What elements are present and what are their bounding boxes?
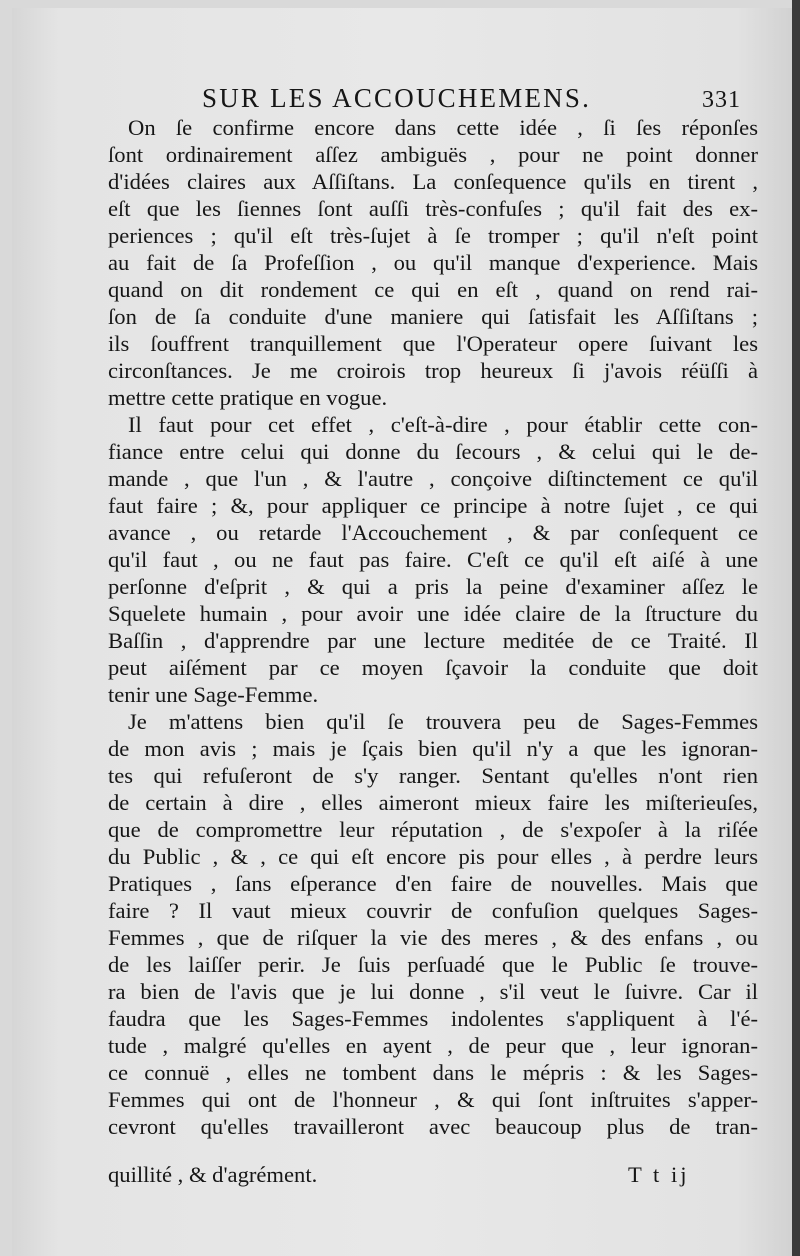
text-line: perſonne d'eſprit , & qui a pris la peine d'examiner aſſez le: [108, 574, 758, 599]
text-line: circonſtances. Je me croirois trop heureux ſi j'avois réüſſi à: [108, 358, 758, 383]
text-line: ra bien de l'avis que je lui donne , s'il veut le ſuivre. Car il: [108, 979, 758, 1004]
running-head-title: SUR LES ACCOUCHEMENS.: [202, 83, 592, 113]
text-line: d'idées claires aux Aſſiſtans. La conſequence qu'ils en tirent ,: [108, 169, 758, 194]
text-line: ſont ordinairement aſſez ambiguës , pour ne point donner: [108, 142, 758, 167]
text-line: qu'il faut , ou ne faut pas faire. C'eſt ce qu'il eſt aiſé à une: [108, 547, 758, 572]
text-line: de certain à dire , elles aimeront mieux faire les miſterieuſes,: [108, 790, 758, 815]
text-line: Je m'attens bien qu'il ſe trouvera peu de Sages-Femmes: [128, 709, 758, 734]
text-line: du Public , & , ce qui eſt encore pis pour elles , à perdre leurs: [108, 844, 758, 869]
final-line: [108, 1161, 758, 1188]
book-page: [12, 8, 800, 1256]
text-line: Il faut pour cet effet , c'eſt-à-dire , pour établir cette con-: [128, 412, 758, 437]
text-line: ſon de ſa conduite d'une maniere qui ſatisfait les Aſſiſtans ;: [108, 304, 758, 329]
text-line: On ſe confirme encore dans cette idée , ſi ſes réponſes: [128, 115, 758, 140]
text-line: ils ſouffrent tranquillement que l'Operateur opere ſuivant les: [108, 331, 758, 356]
final-line-text: quillité , & d'agrément.: [108, 1162, 318, 1187]
text-line: Femmes , que de riſquer la vie des meres , & des enfans , ou: [108, 925, 758, 950]
body-text: [108, 114, 758, 1140]
text-line: Baſſin , d'apprendre par une lecture meditée de ce Traité. Il: [108, 628, 758, 653]
signature-mark: T t ij: [628, 1162, 690, 1187]
text-line: Femmes qui ont de l'honneur , & qui ſont inſtruites s'apper-: [108, 1087, 758, 1112]
book-spine-edge: [792, 0, 800, 1256]
text-line: faut faire ; &, pour appliquer ce principe à notre ſujet , ce qui: [108, 493, 758, 518]
text-line: tude , malgré qu'elles en ayent , de peur que , leur ignoran-: [108, 1033, 758, 1058]
text-line: eſt que les ſiennes ſont auſſi très-confuſes ; qu'il fait des ex-: [108, 196, 758, 221]
text-line: mande , que l'un , & l'autre , conçoive diſtinctement ce qu'il: [108, 466, 758, 491]
text-line: tenir une Sage-Femme.: [108, 682, 319, 707]
text-line: cevront qu'elles travailleront avec beaucoup plus de tran-: [108, 1114, 758, 1139]
text-line: de les laiſſer perir. Je ſuis perſuadé que le Public ſe trouve-: [108, 952, 758, 977]
text-line: fiance entre celui qui donne du ſecours , & celui qui le de-: [108, 439, 758, 464]
text-line: tes qui refuſeront de s'y ranger. Sentant qu'elles n'ont rien: [108, 763, 758, 788]
text-line: au fait de ſa Profeſſion , ou qu'il manque d'experience. Mais: [108, 250, 758, 275]
text-line: ce connuë , elles ne tombent dans le mépris : & les Sages-: [108, 1060, 758, 1085]
text-line: periences ; qu'il eſt très-ſujet à ſe tromper ; qu'il n'eſt point: [108, 223, 758, 248]
text-line: Pratiques , ſans eſperance d'en faire de nouvelles. Mais que: [108, 871, 758, 896]
text-line: faudra que les Sages-Femmes indolentes s'appliquent à l'é-: [108, 1006, 758, 1031]
text-line: Squelete humain , pour avoir une idée claire de la ſtructure du: [108, 601, 758, 626]
text-line: faire ? Il vaut mieux couvrir de confuſion quelques Sages-: [108, 898, 758, 923]
text-line: de mon avis ; mais je ſçais bien qu'il n'y a que les ignoran-: [108, 736, 758, 761]
text-line: avance , ou retarde l'Accouchement , & par conſequent ce: [108, 520, 758, 545]
page-number: 331: [702, 87, 741, 113]
text-line: mettre cette pratique en vogue.: [108, 385, 388, 410]
text-line: quand on dit rondement ce qui en eſt , quand on rend rai-: [108, 277, 758, 302]
text-line: peut aiſément par ce moyen ſçavoir la conduite que doit: [108, 655, 758, 680]
text-line: que de compromettre leur réputation , de s'expoſer à la riſée: [108, 817, 758, 842]
